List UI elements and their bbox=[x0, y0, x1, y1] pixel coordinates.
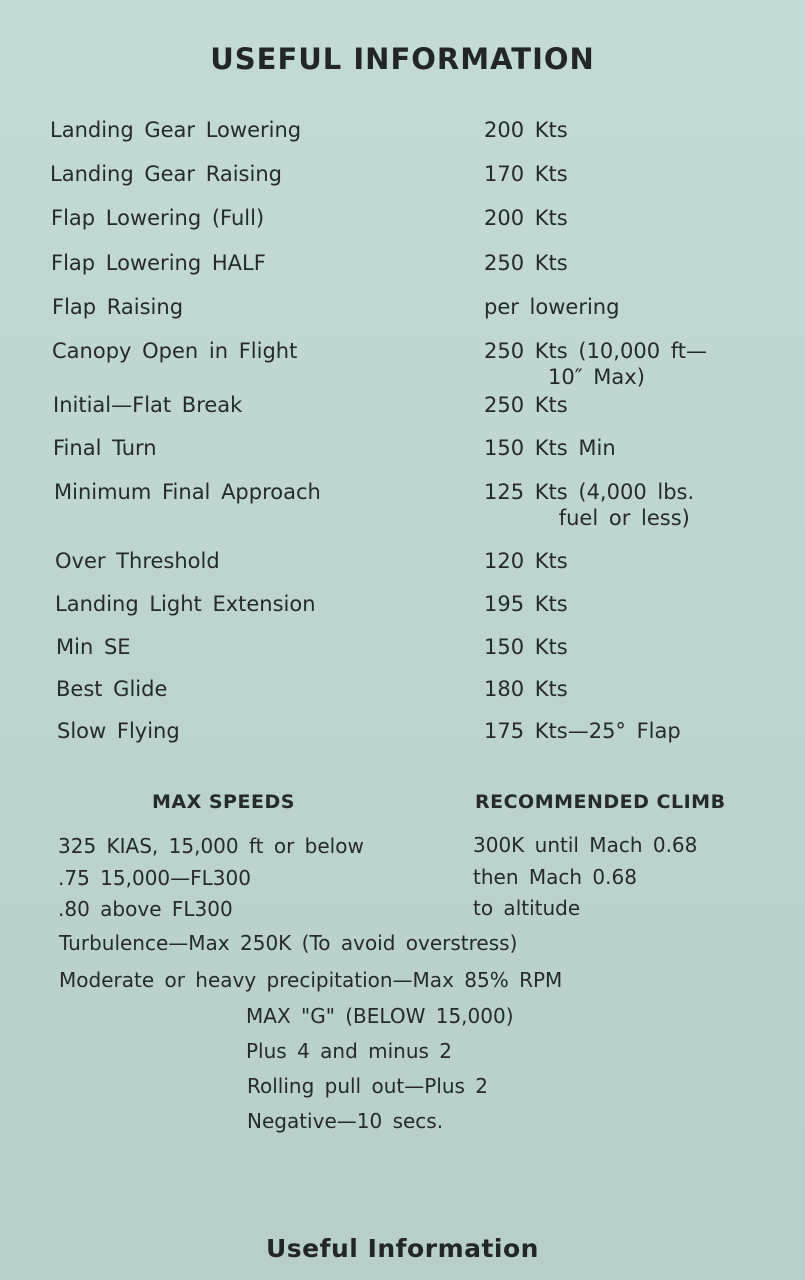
table-row-value: 150 Kts bbox=[484, 635, 568, 659]
max-g-line: Plus 4 and minus 2 bbox=[246, 1039, 453, 1063]
table-row-label: Landing Gear Lowering bbox=[50, 118, 302, 142]
table-row-label: Flap Lowering HALF bbox=[51, 251, 266, 275]
table-row-value: 250 Kts bbox=[484, 393, 568, 417]
table-row-label: Over Threshold bbox=[55, 549, 220, 573]
table-row-label: Minimum Final Approach bbox=[54, 480, 321, 504]
table-row-label: Min SE bbox=[56, 635, 131, 659]
table-row-value: 175 Kts—25° Flap bbox=[484, 719, 681, 743]
turbulence-note: Turbulence—Max 250K (To avoid overstress) bbox=[59, 931, 518, 955]
table-row-value: 200 Kts bbox=[484, 206, 568, 230]
table-row-label: Best Glide bbox=[56, 677, 168, 701]
table-row-value: 200 Kts bbox=[484, 118, 568, 142]
table-row-value: 195 Kts bbox=[484, 592, 568, 616]
table-row-value: 250 Kts bbox=[484, 251, 568, 275]
page-title: USEFUL INFORMATION bbox=[210, 42, 595, 76]
table-row-value: 250 Kts (10,000 ft— 10″ Max) bbox=[484, 339, 707, 389]
footer-title: Useful Information bbox=[266, 1234, 539, 1263]
precipitation-note: Moderate or heavy precipitation—Max 85% RPM bbox=[59, 968, 563, 992]
table-row-label: Landing Gear Raising bbox=[50, 162, 282, 186]
recommended-climb-line: to altitude bbox=[473, 896, 581, 920]
table-row-value: 125 Kts (4,000 lbs. fuel or less) bbox=[484, 480, 695, 530]
max-speeds-heading: MAX SPEEDS bbox=[152, 791, 295, 813]
table-row-value: 180 Kts bbox=[484, 677, 568, 701]
max-speeds-line: .75 15,000—FL300 bbox=[58, 866, 251, 890]
recommended-climb-line: 300K until Mach 0.68 bbox=[473, 833, 698, 857]
table-row-label: Flap Raising bbox=[52, 295, 184, 319]
recommended-climb-heading: RECOMMENDED CLIMB bbox=[475, 791, 726, 813]
max-g-heading: MAX "G" (BELOW 15,000) bbox=[246, 1004, 514, 1028]
max-speeds-line: 325 KIAS, 15,000 ft or below bbox=[58, 834, 364, 858]
table-row-value: 170 Kts bbox=[484, 162, 568, 186]
recommended-climb-line: then Mach 0.68 bbox=[473, 865, 637, 889]
max-speeds-line: .80 above FL300 bbox=[58, 897, 233, 921]
table-row-value: 120 Kts bbox=[484, 549, 568, 573]
table-row-value: 150 Kts Min bbox=[484, 436, 616, 460]
table-row-label: Canopy Open in Flight bbox=[52, 339, 298, 363]
table-row-label: Landing Light Extension bbox=[55, 592, 316, 616]
table-row-value: per lowering bbox=[484, 295, 620, 319]
table-row-label: Slow Flying bbox=[57, 719, 180, 743]
max-g-line: Rolling pull out—Plus 2 bbox=[247, 1074, 489, 1098]
table-row-label: Initial—Flat Break bbox=[53, 393, 243, 417]
table-row-label: Final Turn bbox=[53, 436, 157, 460]
max-g-line: Negative—10 secs. bbox=[247, 1109, 444, 1133]
table-row-label: Flap Lowering (Full) bbox=[51, 206, 265, 230]
